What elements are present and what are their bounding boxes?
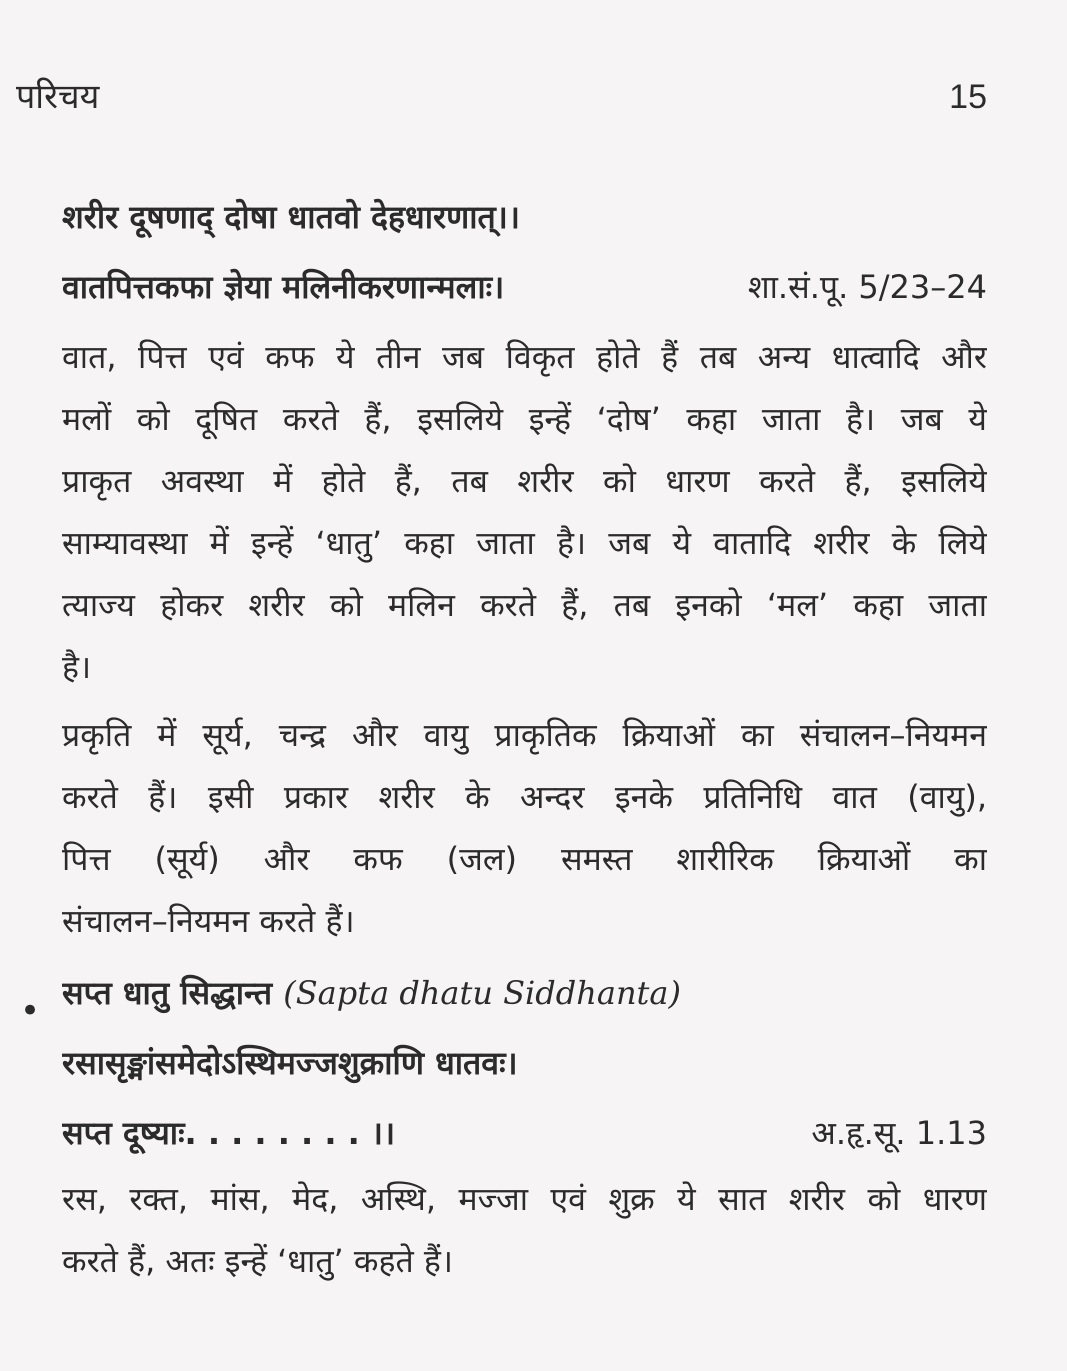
verse2-reference: अ.हृ.सू. 1.13 — [811, 1114, 987, 1152]
verse1-line1: शरीर दूषणाद् दोषा धातवो देहधारणात्।। — [62, 198, 521, 236]
verse1-reference: शा.सं.पू. 5/23–24 — [747, 268, 987, 306]
running-title: परिचय — [16, 77, 100, 117]
verse1-line2-row — [62, 264, 987, 310]
section-heading — [62, 970, 987, 1016]
section-heading-hindi: सप्त धातु सिद्धान्त — [62, 974, 273, 1012]
para2-line: करते हैं। इसी प्रकार शरीर के अन्दर इनके प्रतिनिधि वात (वायु), — [62, 778, 987, 816]
verse2-line1: रसासृङ्मांसमेदोऽस्थिमज्जशुक्राणि धातवः। — [62, 1044, 518, 1082]
bullet-marker: • — [20, 991, 41, 1031]
para2-line: पित्त (सूर्य) और कफ (जल) समस्त शारीरिक क्रियाओं का — [62, 840, 987, 878]
page-header — [16, 72, 987, 122]
page-number: 15 — [949, 78, 987, 116]
verse2-line2: सप्त दूष्याः. . . . . . . . ।। — [62, 1114, 396, 1152]
para1-line: वात, पित्त एवं कफ ये तीन जब विकृत होते हैं तब अन्य धात्वादि और — [62, 338, 987, 376]
verse2-line2-row — [62, 1110, 987, 1156]
para3-line: करते हैं, अतः इन्हें ‘धातु’ कहते हैं। — [62, 1242, 454, 1280]
para1-line: है। — [62, 648, 92, 686]
para1-line: त्याज्य होकर शरीर को मलिन करते हैं, तब इनको ‘मल’ कहा जाता — [62, 586, 987, 624]
para3-line: रस, रक्त, मांस, मेद, अस्थि, मज्जा एवं शुक्र ये सात शरीर को धारण — [62, 1180, 987, 1218]
section-heading-english: (Sapta dhatu Siddhanta) — [283, 974, 681, 1012]
para1-line: साम्यावस्था में इन्हें ‘धातु’ कहा जाता है। जब ये वातादि शरीर के लिये — [62, 524, 987, 562]
para2-line: संचालन–नियमन करते हैं। — [62, 902, 355, 940]
para1-line: मलों को दूषित करते हैं, इसलिये इन्हें ‘दोष’ कहा जाता है। जब ये — [62, 400, 987, 438]
verse1-line2: वातपित्तकफा ज्ञेया मलिनीकरणान्मलाः। — [62, 268, 505, 306]
para1-line: प्राकृत अवस्था में होते हैं, तब शरीर को धारण करते हैं, इसलिये — [62, 462, 987, 500]
para2-line: प्रकृति में सूर्य, चन्द्र और वायु प्राकृतिक क्रियाओं का संचालन–नियमन — [62, 716, 987, 754]
